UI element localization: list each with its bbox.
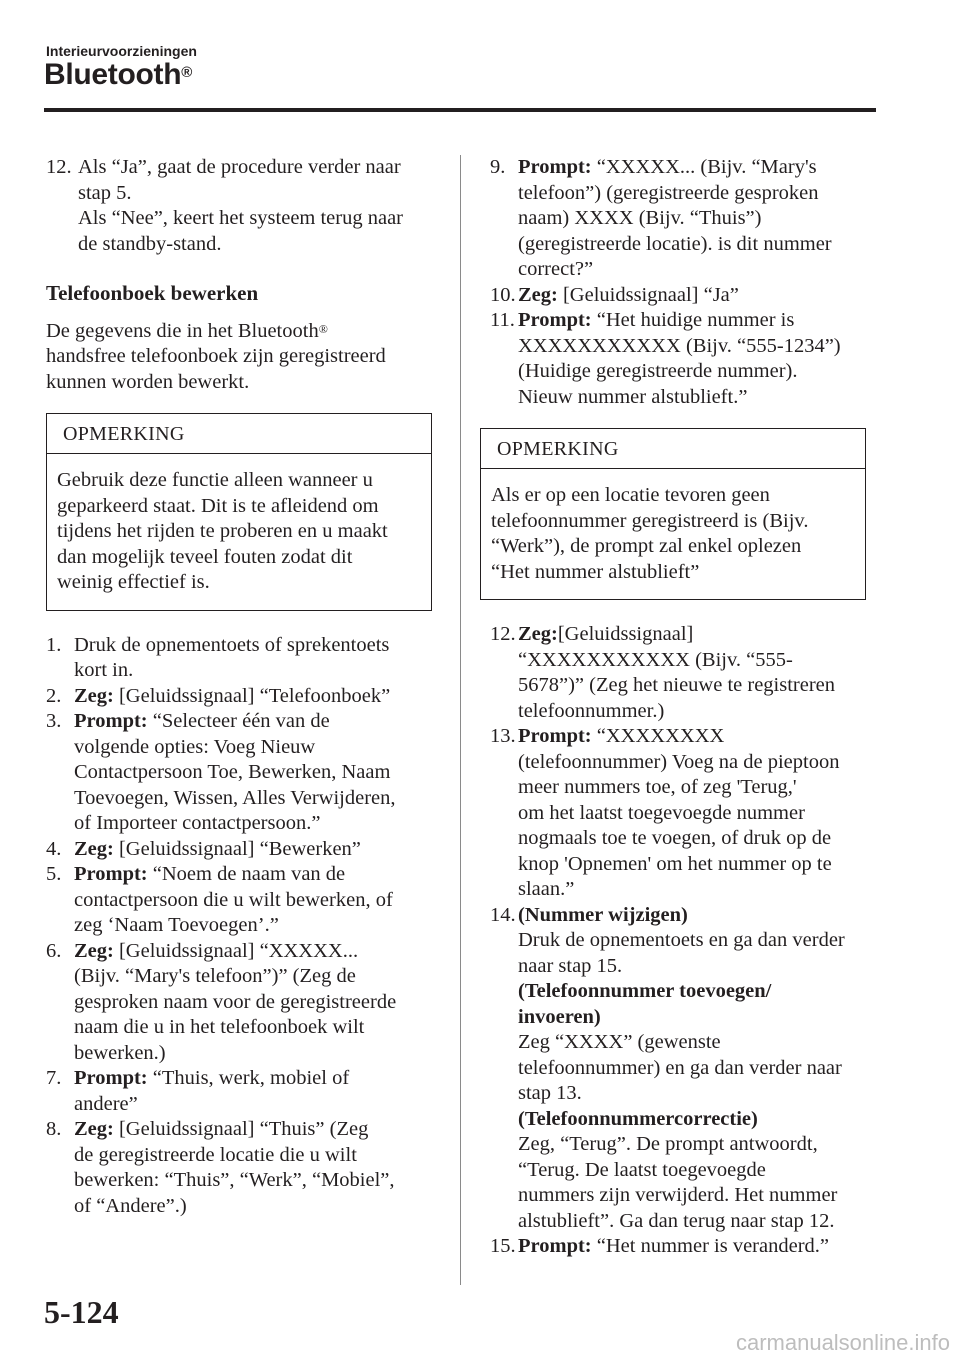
text-line: nummers zijn verwijderd. Het nummer — [518, 1184, 838, 1206]
step-keyword: Prompt: — [518, 725, 592, 747]
step-number: 7. — [46, 1067, 62, 1089]
left-column — [46, 155, 438, 1219]
text-line: “Thuis, werk, mobiel of — [147, 1067, 350, 1089]
text-line: (Bijv. “Mary's telefoon”)” (Zeg de — [74, 965, 356, 987]
text-line: “Terug. De laatst toegevoegde — [518, 1158, 766, 1181]
text-line: [Geluidssignaal] “Telefoonboek” — [113, 684, 391, 707]
step-number: 11. — [490, 309, 515, 331]
step-number: 14. — [490, 903, 516, 926]
text-line: “Het huidige nummer is — [591, 309, 795, 331]
step-keyword: Zeg: — [518, 283, 558, 306]
text-line: [Geluidssignaal] “Thuis” (Zeg — [113, 1118, 369, 1140]
text-line: (Huidige geregistreerde nummer). — [518, 360, 798, 382]
text-line: naam die u in het telefoonboek wilt — [74, 1016, 365, 1038]
step-keyword: (Nummer wijzigen) — [518, 903, 688, 926]
header-rule — [44, 108, 876, 112]
note-body — [481, 469, 865, 599]
text-line: tijdens het rijden te proberen en u maakt — [57, 520, 388, 542]
text-line: nogmaals toe te voegen, of druk op de — [518, 827, 832, 849]
text-line: telefoonnummer) en ga dan verder naar — [518, 1056, 842, 1079]
step-1 — [46, 633, 438, 684]
text-line: Zeg, “Terug”. De prompt antwoordt, — [518, 1133, 818, 1155]
step-10 — [490, 283, 882, 309]
text-line: om het laatst toegevoegde nummer — [518, 801, 805, 824]
text-line: “XXXXXXXX — [591, 725, 725, 747]
step-keyword: Prompt: — [74, 863, 148, 885]
note-box — [46, 413, 432, 611]
text-line: “Noem de naam van de — [147, 863, 346, 885]
step-12-continued — [46, 155, 438, 257]
text-line: XXXXXXXXXXX (Bijv. “555-1234”) — [518, 334, 841, 357]
step-keyword: Zeg: — [74, 1118, 114, 1140]
text-line: Toevoegen, Wissen, Alles Verwijderen, — [74, 786, 396, 809]
text-line: contactpersoon die u wilt bewerken, of — [74, 888, 393, 911]
steps-list — [490, 622, 882, 1260]
text-line: naar stap 15. — [518, 954, 623, 977]
text-line: telefoonnummer geregistreerd is (Bijv. — [491, 509, 809, 532]
registered-mark: ® — [181, 64, 193, 81]
step-7 — [46, 1066, 438, 1117]
note-title: OPMERKING — [481, 429, 865, 469]
text-line: de standby-stand. — [78, 232, 222, 255]
text-line: kunnen worden bewerkt. — [46, 370, 250, 393]
text-line: geparkeerd staat. Dit is te afleidend om — [57, 494, 379, 517]
text-line: “XXXXXXXXXXX (Bijv. “555- — [518, 648, 793, 671]
text-line: “Selecteer één van de — [147, 710, 330, 732]
text-line: naam) XXXX (Bijv. “Thuis”) — [518, 207, 762, 229]
step-keyword: Zeg: — [74, 837, 114, 860]
text-line: “XXXXX... (Bijv. “Mary's — [591, 156, 817, 178]
step-13 — [490, 724, 882, 903]
text-line: 5678”)” (Zeg het nieuwe te registreren — [518, 674, 836, 696]
step-number: 6. — [46, 939, 62, 962]
step-number: 13. — [490, 725, 516, 747]
text-line: Zeg “XXXX” (gewenste — [518, 1031, 721, 1053]
text-line: Contactpersoon Toe, Bewerken, Naam — [74, 761, 391, 783]
step-keyword: Prompt: — [518, 309, 592, 331]
page-number: 5-124 — [44, 1294, 119, 1330]
text-line: knop 'Opnemen' om het nummer op te — [518, 852, 832, 875]
text-line: “Werk”), de prompt zal enkel oplezen — [491, 535, 802, 557]
step-6 — [46, 939, 438, 1067]
step-keyword: Prompt: — [74, 1067, 148, 1089]
title-text: Bluetooth — [44, 58, 182, 91]
step-number: 4. — [46, 837, 62, 860]
step-number: 12. — [46, 156, 72, 178]
step-keyword: Zeg: — [74, 939, 114, 962]
step-keyword: (Telefoonnummercorrectie) — [518, 1107, 758, 1130]
note-body — [47, 454, 431, 610]
step-number: 10. — [490, 283, 516, 306]
text-line: “Het nummer is veranderd.” — [591, 1235, 830, 1257]
text-line: Nieuw nummer alstublieft.” — [518, 385, 748, 408]
text-line: stap 13. — [518, 1082, 582, 1104]
text-line: (geregistreerde locatie). is dit nummer — [518, 232, 832, 255]
step-12 — [490, 622, 882, 724]
step-11 — [490, 308, 882, 410]
intro-paragraph — [46, 319, 438, 396]
step-15 — [490, 1234, 882, 1260]
step-number: 2. — [46, 684, 62, 707]
step-number: 12. — [490, 623, 516, 645]
text-line: Druk de opnementoets of sprekentoets — [74, 633, 390, 656]
text-line: telefoonnummer.) — [518, 699, 665, 722]
text-line: slaan.” — [518, 878, 575, 900]
text-line: dan mogelijk teveel fouten zodat dit — [57, 545, 353, 568]
text-line: [Geluidssignaal] — [557, 623, 694, 645]
step-keyword: Prompt: — [518, 1235, 592, 1257]
text-line: Gebruik deze functie alleen wanneer u — [57, 469, 373, 491]
page-title — [44, 58, 192, 92]
text-line: andere” — [74, 1092, 138, 1115]
text-line: bewerken: “Thuis”, “Werk”, “Mobiel”, — [74, 1169, 395, 1191]
text-line: gesproken naam voor de geregistreerde — [74, 990, 397, 1013]
section-heading: Telefoonboek bewerken — [46, 281, 259, 305]
column-separator — [460, 155, 461, 1285]
step-keyword: Zeg: — [518, 623, 558, 645]
text-line: weinig effectief is. — [57, 571, 210, 593]
step-number: 5. — [46, 863, 62, 885]
text-line: of “Andere”.) — [74, 1194, 187, 1217]
step-14 — [490, 903, 882, 1235]
step-number: 1. — [46, 633, 62, 656]
step-keyword: Zeg: — [74, 684, 114, 707]
step-number: 15. — [490, 1235, 516, 1257]
text-line: [Geluidssignaal] “XXXXX... — [113, 939, 359, 962]
step-3 — [46, 709, 438, 837]
steps-list — [46, 633, 438, 1220]
text-line: “Het nummer alstublieft” — [491, 560, 700, 583]
step-number: 3. — [46, 710, 62, 732]
watermark: carmanualsonline.info — [735, 1330, 950, 1355]
text-line: Druk de opnementoets en ga dan verder — [518, 929, 845, 951]
step-8 — [46, 1117, 438, 1219]
text-line: De gegevens die in het Bluetooth — [46, 319, 319, 342]
step-keyword: Prompt: — [74, 710, 148, 732]
step-keyword: invoeren) — [518, 1005, 601, 1028]
right-column — [490, 155, 882, 1260]
text-line: handsfree telefoonboek zijn geregistreerd — [46, 345, 386, 367]
text-line: meer nummers toe, of zeg 'Terug,' — [518, 776, 797, 798]
text-line: volgende opties: Voeg Nieuw — [74, 735, 316, 758]
section-title: Interieurvoorzieningen — [46, 43, 197, 59]
note-box — [480, 428, 866, 600]
step-number: 9. — [490, 156, 506, 178]
step-9 — [490, 155, 882, 283]
text-line: [Geluidssignaal] “Bewerken” — [113, 837, 361, 860]
step-keyword: Prompt: — [518, 156, 592, 178]
text-line: correct?” — [518, 258, 594, 280]
step-5 — [46, 862, 438, 939]
text-line: alstublieft”. Ga dan terug naar stap 12. — [518, 1209, 835, 1232]
step-keyword: (Telefoonnummer toevoegen/ — [518, 980, 772, 1002]
text-line: Als “Nee”, keert het systeem terug naar — [78, 207, 404, 229]
text-line: de geregistreerde locatie die u wilt — [74, 1143, 357, 1166]
text-line: telefoon”) (geregistreerde gesproken — [518, 181, 819, 204]
registered-mark: ® — [318, 321, 328, 336]
text-line: stap 5. — [78, 181, 132, 204]
text-line: (telefoonnummer) Voeg na de pieptoon — [518, 750, 840, 773]
text-line: Als er op een locatie tevoren geen — [491, 484, 770, 506]
text-line: Als “Ja”, gaat de procedure verder naar — [78, 156, 401, 178]
note-title: OPMERKING — [47, 414, 431, 454]
step-4 — [46, 837, 438, 863]
text-line: [Geluidssignaal] “Ja” — [557, 283, 739, 306]
text-line: zeg ‘Naam Toevoegen’.” — [74, 914, 279, 936]
text-line: kort in. — [74, 659, 134, 681]
step-number: 8. — [46, 1118, 62, 1140]
text-line: bewerken.) — [74, 1041, 166, 1064]
step-2 — [46, 684, 438, 710]
text-line: of Importeer contactpersoon.” — [74, 812, 321, 834]
